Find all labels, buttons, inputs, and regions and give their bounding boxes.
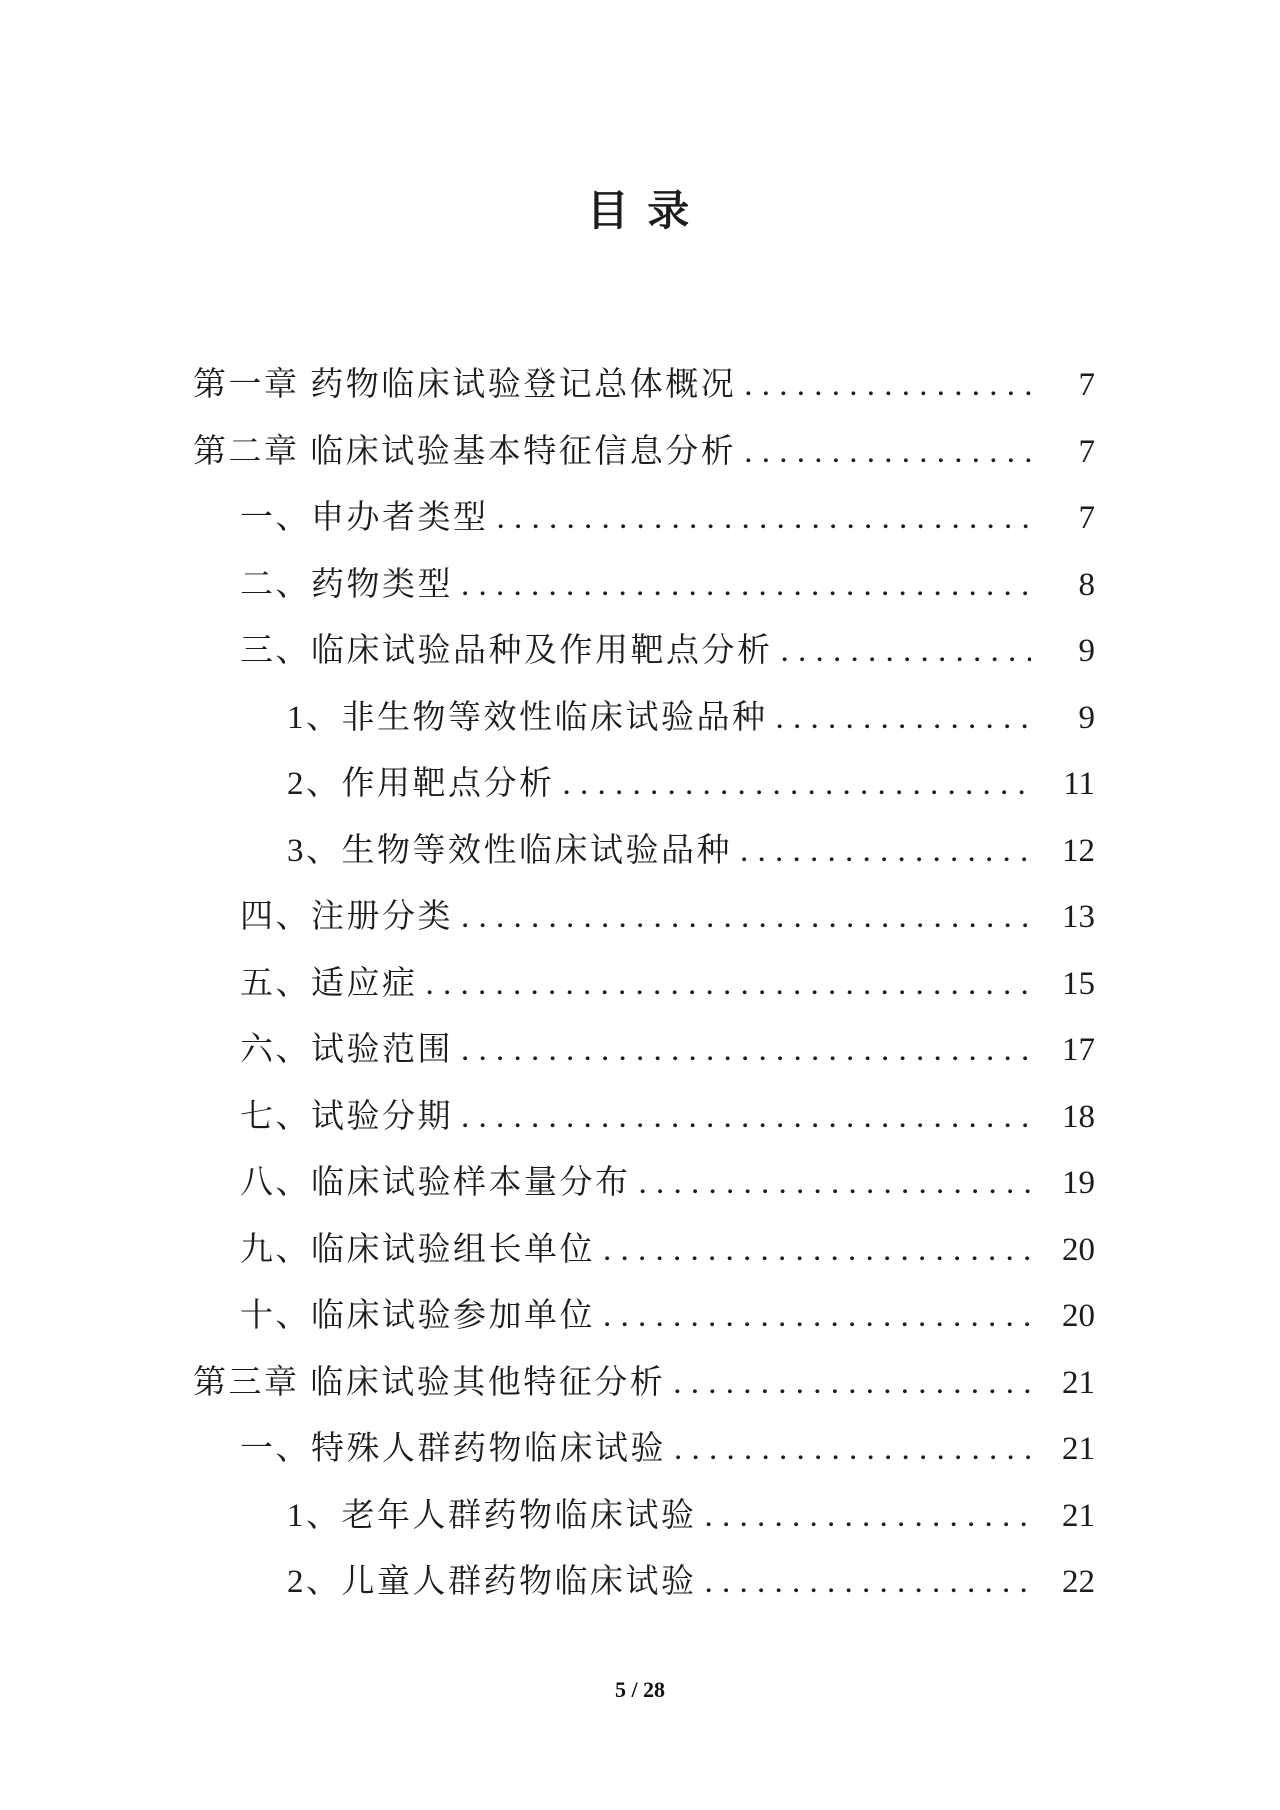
toc-entry[interactable] <box>193 352 1095 419</box>
toc-entry-label: 2、儿童人群药物临床试验 <box>287 1564 697 1600</box>
toc-dot-leader <box>674 1416 1031 1483</box>
toc-dot-leader <box>776 685 1032 752</box>
toc-entry-label: 一、申办者类型 <box>240 500 489 536</box>
toc-entry-page: 11 <box>1063 766 1095 802</box>
toc-entry-page: 12 <box>1062 832 1095 869</box>
toc-dot-leader <box>705 1483 1032 1550</box>
toc-entry-label: 九、临床试验组长单位 <box>240 1231 595 1268</box>
page-number-footer: 5 / 28 <box>614 1677 666 1702</box>
toc-entry-label: 1、非生物等效性临床试验品种 <box>287 699 768 736</box>
toc-dot-leader <box>461 1084 1031 1151</box>
toc-entry[interactable] <box>193 1217 1095 1284</box>
toc-entry-label: 1、老年人群药物临床试验 <box>287 1497 697 1534</box>
toc-entry-page: 7 <box>1078 500 1095 536</box>
toc-entry-page: 7 <box>1078 433 1095 470</box>
toc-title: 目 录 <box>586 189 694 236</box>
toc-entry[interactable] <box>193 1350 1095 1417</box>
toc-entry-label: 十、临床试验参加单位 <box>240 1298 595 1334</box>
toc-entry[interactable] <box>193 1416 1095 1483</box>
toc-dot-leader <box>744 352 1031 419</box>
toc-entry-page: 9 <box>1078 699 1095 736</box>
toc-dot-leader <box>603 1217 1031 1284</box>
toc-entry-label: 二、药物类型 <box>240 566 453 603</box>
toc-entry-label: 3、生物等效性临床试验品种 <box>287 832 732 869</box>
toc-entry-page: 13 <box>1062 899 1095 935</box>
toc-entry-page: 20 <box>1062 1298 1095 1334</box>
toc-entry-label: 七、试验分期 <box>240 1098 453 1135</box>
toc-entry[interactable] <box>193 1549 1095 1616</box>
toc-entry-page: 19 <box>1062 1165 1095 1201</box>
toc-dot-leader <box>426 951 1032 1018</box>
toc-entry-label: 八、临床试验样本量分布 <box>240 1165 631 1201</box>
toc-entry[interactable] <box>193 1017 1095 1084</box>
toc-entry-page: 21 <box>1062 1364 1095 1401</box>
toc-entry[interactable] <box>193 685 1095 752</box>
toc-entry-page: 9 <box>1078 633 1095 669</box>
toc-entry[interactable] <box>193 1150 1095 1217</box>
toc-entry[interactable] <box>193 485 1095 552</box>
toc-entry[interactable] <box>193 884 1095 951</box>
toc-entry[interactable] <box>193 552 1095 619</box>
toc-dot-leader <box>705 1549 1032 1616</box>
toc-entry-page: 21 <box>1062 1497 1095 1534</box>
toc-entry-label: 2、作用靶点分析 <box>287 766 555 802</box>
toc-dot-leader <box>673 1350 1031 1417</box>
toc-entry[interactable] <box>193 618 1095 685</box>
toc-dot-leader <box>461 1017 1031 1084</box>
toc-entry-page: 18 <box>1062 1098 1095 1135</box>
toc-entry-page: 15 <box>1062 965 1095 1002</box>
toc-entry-page: 7 <box>1078 367 1095 403</box>
toc-entry-page: 22 <box>1062 1564 1095 1600</box>
toc-dot-leader <box>461 552 1031 619</box>
toc-dot-leader <box>603 1283 1031 1350</box>
toc-entry-label: 六、试验范围 <box>240 1032 453 1068</box>
toc-dot-leader <box>639 1150 1032 1217</box>
toc-dot-leader <box>740 818 1031 885</box>
toc-entry-page: 17 <box>1062 1032 1095 1068</box>
toc-entry[interactable] <box>193 818 1095 885</box>
toc-entry-page: 8 <box>1078 566 1095 603</box>
toc-entry-label: 第三章 临床试验其他特征分析 <box>193 1364 666 1401</box>
toc-entry-label: 一、特殊人群药物临床试验 <box>240 1431 666 1467</box>
toc-dot-leader <box>497 485 1032 552</box>
toc-list <box>193 352 1095 1616</box>
toc-entry-page: 21 <box>1062 1431 1095 1467</box>
toc-entry[interactable] <box>193 1283 1095 1350</box>
toc-entry-label: 三、临床试验品种及作用靶点分析 <box>240 633 773 669</box>
toc-entry[interactable] <box>193 419 1095 486</box>
toc-entry[interactable] <box>193 1483 1095 1550</box>
toc-entry[interactable] <box>193 951 1095 1018</box>
toc-dot-leader <box>461 884 1031 951</box>
toc-entry-page: 20 <box>1062 1231 1095 1268</box>
toc-dot-leader <box>781 618 1032 685</box>
toc-entry-label: 第二章 临床试验基本特征信息分析 <box>193 433 737 470</box>
toc-entry-label: 四、注册分类 <box>240 899 453 935</box>
toc-dot-leader <box>563 751 1032 818</box>
toc-dot-leader <box>744 419 1031 486</box>
toc-entry[interactable] <box>193 1084 1095 1151</box>
toc-entry-label: 五、适应症 <box>240 965 418 1002</box>
toc-entry-label: 第一章 药物临床试验登记总体概况 <box>193 367 737 403</box>
toc-entry[interactable] <box>193 751 1095 818</box>
